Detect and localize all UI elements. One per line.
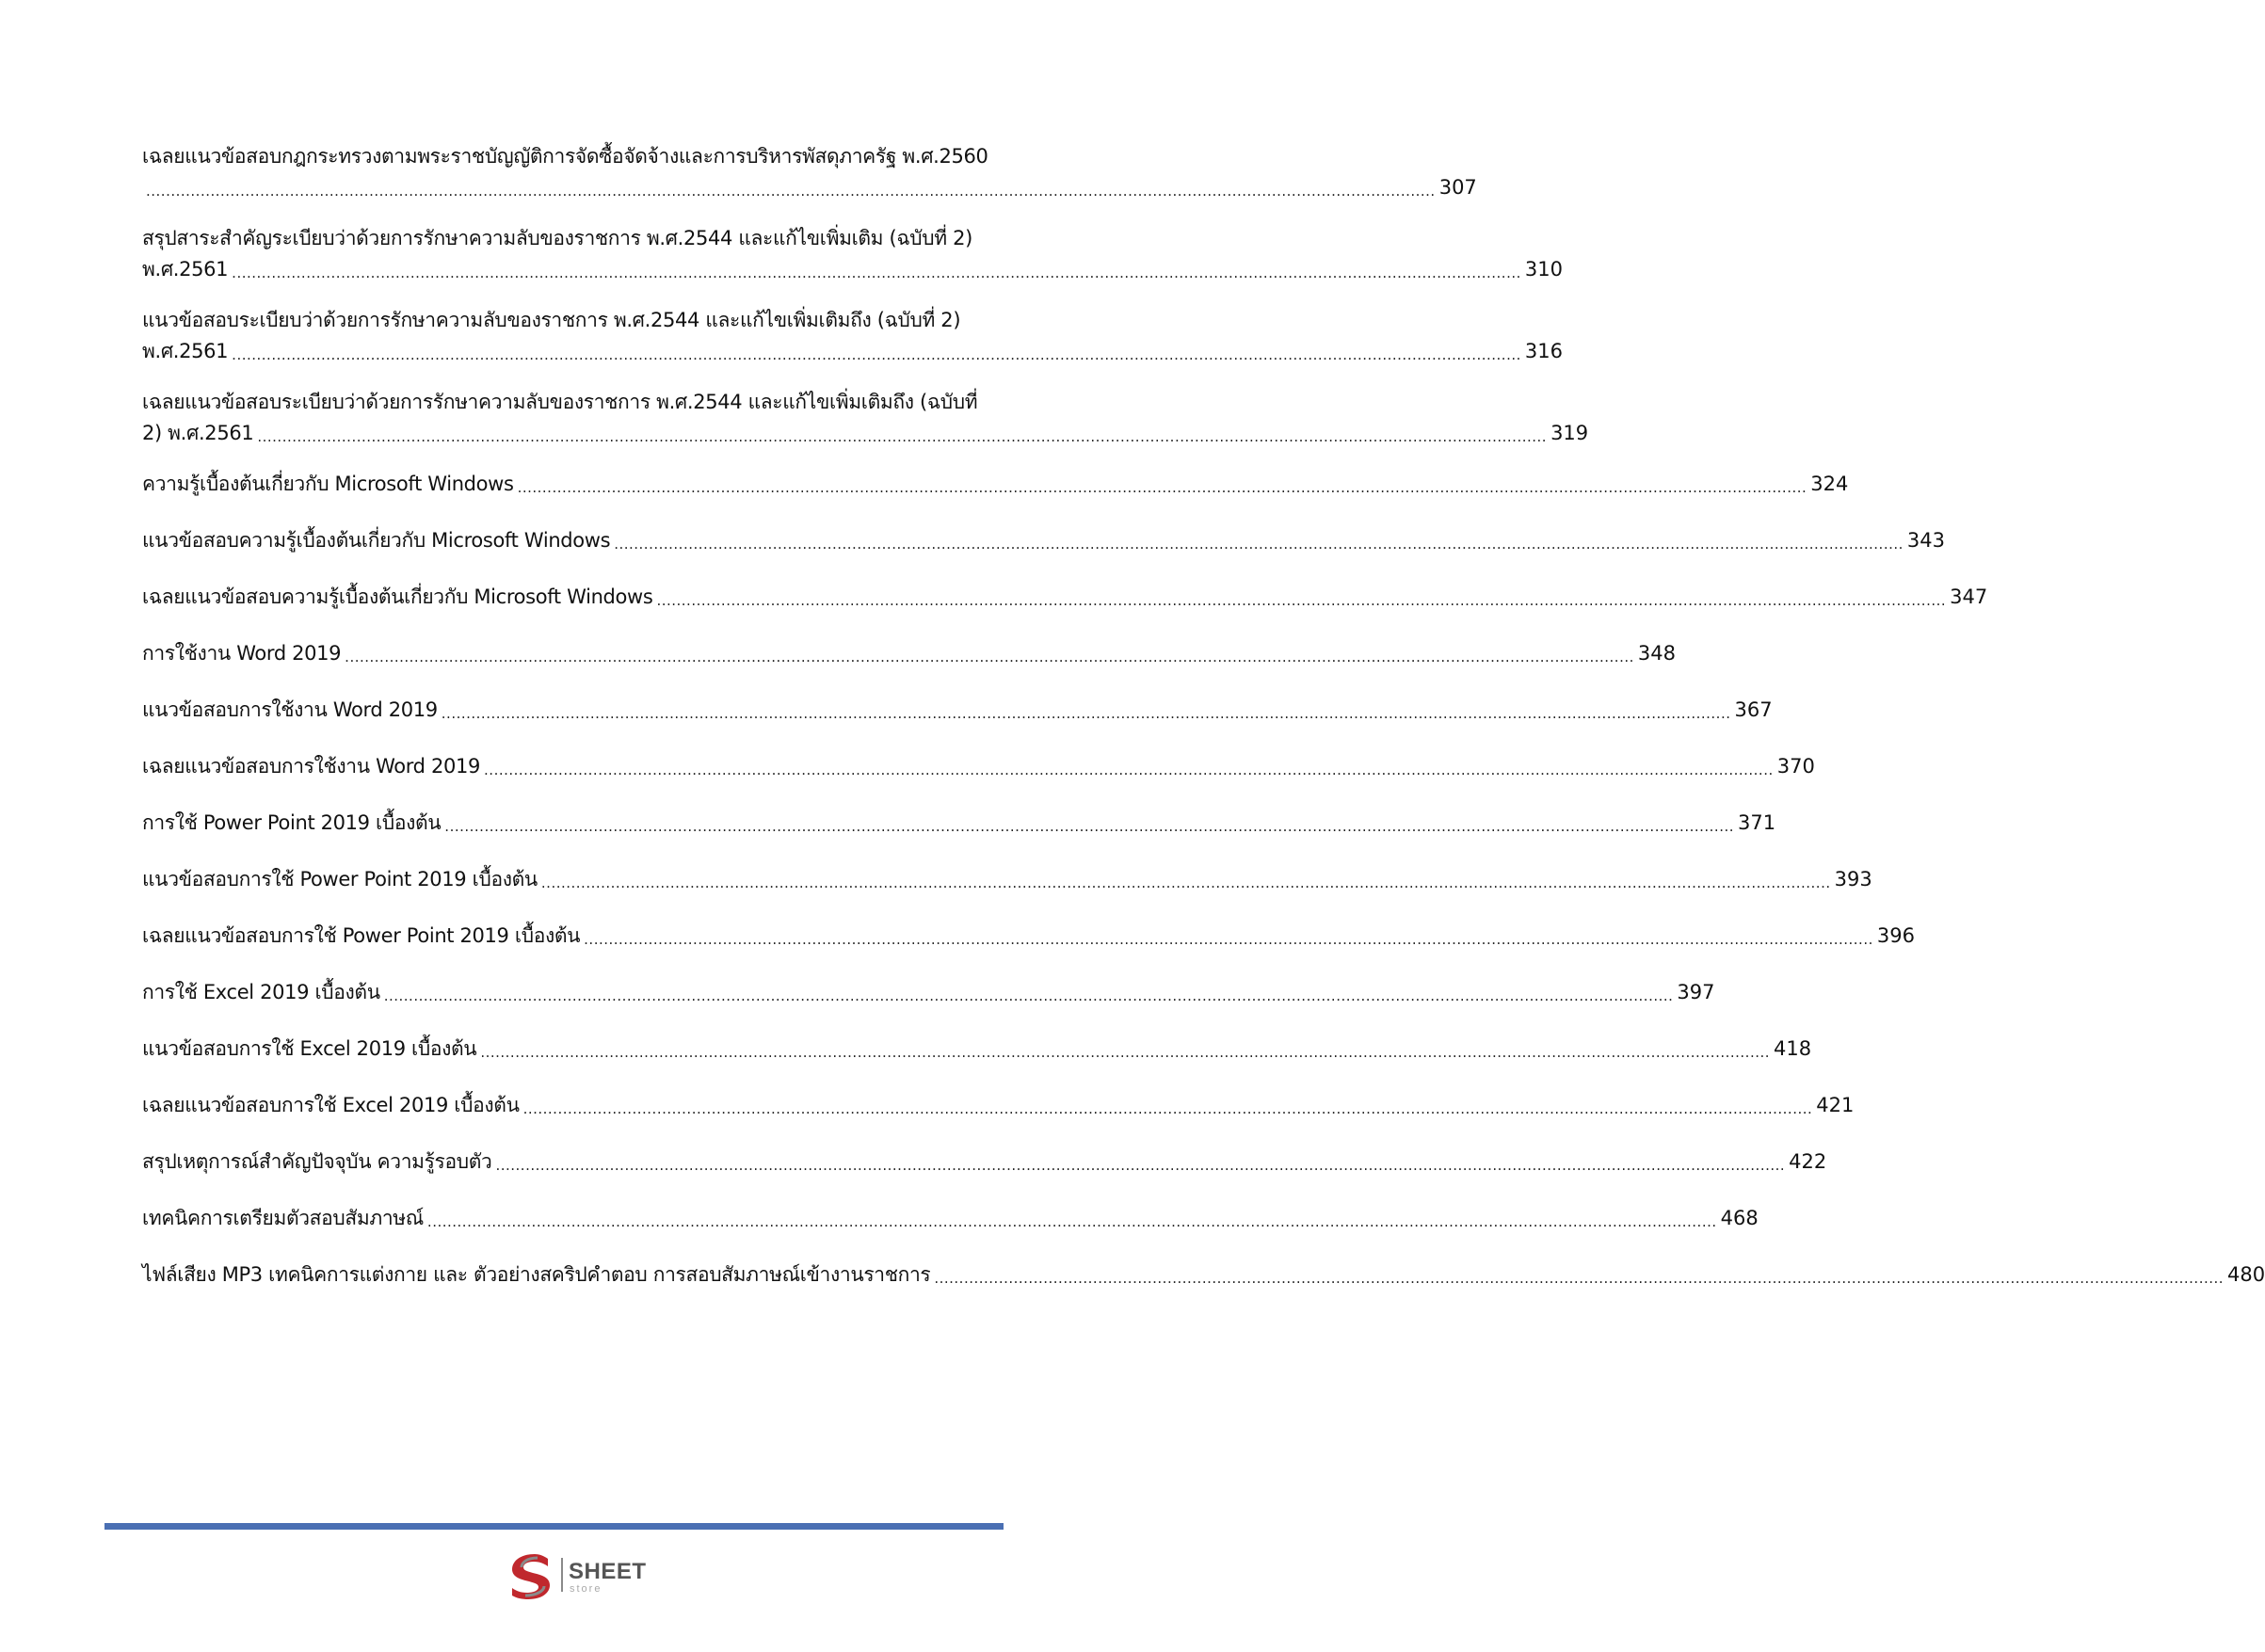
footer-rule — [104, 1523, 1004, 1530]
toc-entry-leader-line — [142, 582, 1988, 613]
toc-entry-leader-line — [142, 525, 1945, 556]
toc-entry[interactable] — [142, 921, 1915, 952]
toc-entry-title: ไฟล์เสียง MP3 เทคนิคการแต่งกาย และ ตัวอย่างสคริปคำตอบ การสอบสัมภาษณ์เข้างานราชการ — [142, 1263, 931, 1286]
toc-entry[interactable] — [142, 1147, 1827, 1178]
logo-s-emblem-icon — [512, 1554, 550, 1599]
toc-entry-title: เฉลยแนวข้อสอบการใช้ Excel 2019 เบื้องต้น — [142, 1094, 520, 1116]
toc-entry[interactable] — [142, 582, 1988, 613]
toc-entry-page: 480 — [2227, 1263, 2265, 1286]
toc-entry[interactable] — [142, 1203, 1759, 1234]
toc-entry[interactable] — [142, 751, 1815, 782]
toc-entry[interactable] — [142, 387, 1589, 449]
dot-leader: .................................................................................................................................................................................................................................................................... — [540, 874, 1831, 891]
toc-entry-leader-line — [142, 1090, 1855, 1121]
toc-entry-page: 422 — [1789, 1150, 1827, 1173]
toc-entry-title: การใช้ Excel 2019 เบื้องต้น — [142, 981, 380, 1003]
toc-entry-title: เทคนิคการเตรียมตัวสอบสัมภาษณ์ — [142, 1207, 424, 1229]
toc-entry-leader-line — [142, 1259, 2265, 1291]
toc-entry-title: การใช้ Power Point 2019 เบื้องต้น — [142, 811, 442, 834]
dot-leader: .................................................................................................................................................................................................................................................................... — [146, 183, 1436, 200]
dot-leader: .................................................................................................................................................................................................................................................................... — [441, 705, 1731, 722]
toc-entry-title: การใช้งาน Word 2019 — [142, 642, 342, 665]
dot-leader: .................................................................................................................................................................................................................................................................... — [232, 265, 1521, 281]
toc-entry-page: 343 — [1906, 529, 1945, 552]
toc-entry-leader-line — [142, 1034, 1812, 1065]
logo-brand-text: SHEET — [569, 1559, 647, 1584]
toc-entry-title: เฉลยแนวข้อสอบความรู้เบื้องต้นเกี่ยวกับ Microsoft Windows — [142, 585, 653, 608]
toc-entry[interactable] — [142, 1034, 1812, 1065]
dot-leader: .................................................................................................................................................................................................................................................................... — [656, 592, 1947, 609]
toc-entry-leader-line — [142, 336, 1563, 367]
toc-entry-page: 307 — [1438, 176, 1477, 199]
toc-entry-leader-line — [142, 418, 1589, 449]
toc-entry[interactable] — [142, 469, 1849, 500]
toc-entry-leader-line — [142, 921, 1915, 952]
toc-entry-leader-line — [142, 864, 1872, 895]
toc-entry-page: 310 — [1524, 258, 1563, 281]
toc-entry-leader-line — [142, 808, 1776, 839]
toc-entry-page: 319 — [1550, 422, 1589, 444]
toc-entry-leader-line — [142, 254, 1563, 285]
toc-entry[interactable] — [142, 525, 1945, 556]
dot-leader: .................................................................................................................................................................................................................................................................... — [383, 987, 1674, 1004]
toc-entry[interactable] — [142, 864, 1872, 895]
table-of-contents — [142, 141, 2265, 1316]
toc-entry-title: ความรู้เบื้องต้นเกี่ยวกับ Microsoft Windows — [142, 473, 514, 495]
toc-entry-title: เฉลยแนวข้อสอบกฎกระทรวงตามพระราชบัญญัติการจัดซื้อจัดจ้างและการบริหารพัสดุภาครัฐ พ.ศ.2560 — [142, 145, 988, 168]
toc-entry-page: 396 — [1876, 924, 1915, 947]
toc-entry-page: 348 — [1637, 642, 1676, 665]
toc-entry-title-cont: 2) พ.ศ.2561 — [142, 422, 254, 444]
toc-entry-leader-line — [142, 751, 1815, 782]
toc-entry-leader-line — [142, 172, 1477, 203]
toc-entry[interactable] — [142, 638, 1676, 669]
sheet-store-logo — [506, 1548, 676, 1603]
dot-leader: .................................................................................................................................................................................................................................................................... — [257, 428, 1548, 445]
toc-entry-page: 371 — [1738, 811, 1776, 834]
dot-leader: .................................................................................................................................................................................................................................................................... — [517, 479, 1807, 496]
logo-brand-sub-text: store — [570, 1583, 602, 1595]
toc-entry-title: สรุปสาระสำคัญระเบียบว่าด้วยการรักษาความลับของราชการ พ.ศ.2544 และแก้ไขเพิ่มเติม (ฉบับที่ 2) — [142, 227, 972, 249]
toc-entry-page: 347 — [1950, 585, 1988, 608]
toc-entry[interactable] — [142, 1090, 1855, 1121]
toc-entry-leader-line — [142, 638, 1676, 669]
toc-entry-page: 324 — [1810, 473, 1849, 495]
dot-leader: .................................................................................................................................................................................................................................................................... — [614, 536, 1904, 553]
dot-leader: .................................................................................................................................................................................................................................................................... — [522, 1100, 1813, 1117]
dot-leader: .................................................................................................................................................................................................................................................................... — [495, 1157, 1786, 1174]
toc-entry-title-cont: พ.ศ.2561 — [142, 340, 229, 362]
dot-leader: .................................................................................................................................................................................................................................................................... — [584, 931, 1873, 948]
toc-entry-leader-line — [142, 695, 1773, 726]
toc-entry-page: 421 — [1816, 1094, 1855, 1116]
toc-entry-page: 397 — [1677, 981, 1715, 1003]
toc-entry-title-cont: พ.ศ.2561 — [142, 258, 229, 281]
toc-entry-title: เฉลยแนวข้อสอบการใช้ Power Point 2019 เบื้องต้น — [142, 924, 581, 947]
dot-leader: .................................................................................................................................................................................................................................................................... — [480, 1044, 1771, 1061]
toc-entry-title: สรุปเหตุการณ์สำคัญปัจจุบัน ความรู้รอบตัว — [142, 1150, 492, 1173]
toc-entry-title: แนวข้อสอบการใช้ Power Point 2019 เบื้องต้น — [142, 868, 538, 890]
dot-leader: .................................................................................................................................................................................................................................................................... — [426, 1213, 1717, 1230]
toc-entry[interactable] — [142, 695, 1773, 726]
toc-entry-title: แนวข้อสอบการใช้งาน Word 2019 — [142, 698, 438, 721]
toc-entry[interactable] — [142, 1259, 2265, 1291]
toc-entry-page: 468 — [1720, 1207, 1759, 1229]
toc-entry-leader-line — [142, 977, 1715, 1008]
toc-entry[interactable] — [142, 808, 1776, 839]
toc-entry-title: แนวข้อสอบความรู้เบื้องต้นเกี่ยวกับ Microsoft Windows — [142, 529, 611, 552]
toc-entry-page: 418 — [1774, 1037, 1812, 1060]
toc-entry[interactable] — [142, 141, 1477, 203]
toc-entry[interactable] — [142, 977, 1715, 1008]
dot-leader: .................................................................................................................................................................................................................................................................... — [484, 762, 1774, 778]
toc-entry-title: เฉลยแนวข้อสอบการใช้งาน Word 2019 — [142, 755, 481, 778]
toc-entry-title: เฉลยแนวข้อสอบระเบียบว่าด้วยการรักษาความลับของราชการ พ.ศ.2544 และแก้ไขเพิ่มเติมถึง (ฉบับที่ — [142, 391, 978, 413]
dot-leader: .................................................................................................................................................................................................................................................................... — [345, 649, 1634, 666]
dot-leader: .................................................................................................................................................................................................................................................................... — [232, 346, 1521, 363]
toc-entry-leader-line — [142, 1147, 1827, 1178]
toc-entry-page: 393 — [1834, 868, 1872, 890]
toc-entry-page: 367 — [1734, 698, 1773, 721]
toc-entry-title: แนวข้อสอบระเบียบว่าด้วยการรักษาความลับของราชการ พ.ศ.2544 และแก้ไขเพิ่มเติมถึง (ฉบับที่ 2) — [142, 309, 961, 331]
toc-entry-leader-line — [142, 1203, 1759, 1234]
dot-leader: .................................................................................................................................................................................................................................................................... — [444, 818, 1734, 835]
toc-entry-page: 370 — [1776, 755, 1815, 778]
toc-entry-page: 316 — [1524, 340, 1563, 362]
toc-entry-leader-line — [142, 469, 1849, 500]
toc-entry[interactable] — [142, 223, 1563, 285]
toc-entry-title: แนวข้อสอบการใช้ Excel 2019 เบื้องต้น — [142, 1037, 477, 1060]
toc-entry[interactable] — [142, 305, 1563, 367]
dot-leader: .................................................................................................................................................................................................................................................................... — [934, 1270, 2225, 1287]
